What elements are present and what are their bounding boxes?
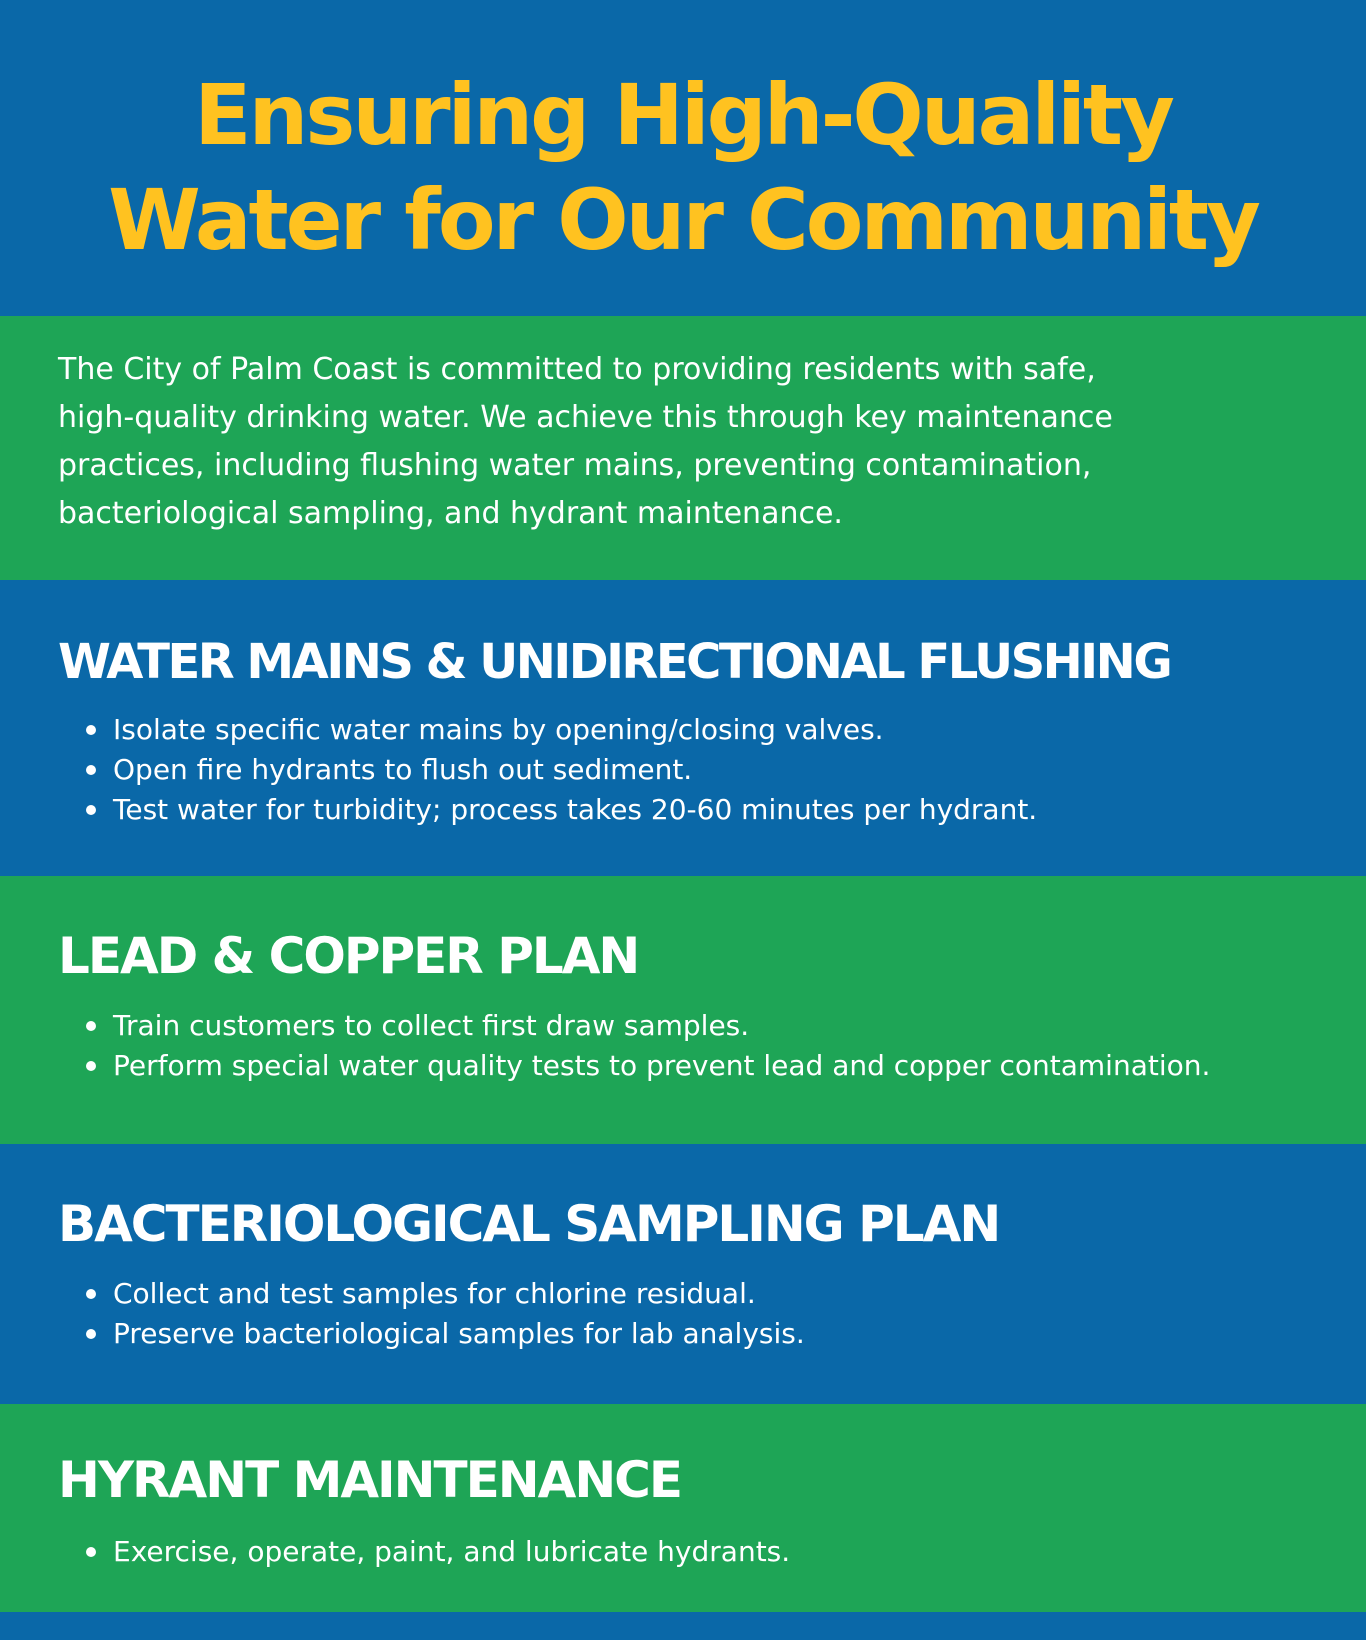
section-heading: LEAD & COPPER PLAN (58, 927, 639, 985)
section-heading: BACTERIOLOGICAL SAMPLING PLAN (58, 1195, 1000, 1253)
intro-line: The City of Palm Coast is committed to providing residents with safe, (58, 352, 1096, 387)
intro-line: high-quality drinking water. We achieve this through key maintenance (58, 400, 1113, 435)
intro-line: practices, including flushing water mains, preventing contamination, (58, 448, 1092, 483)
bullet-list (58, 1006, 1210, 1086)
intro-paragraph (58, 346, 1308, 538)
list-item: Train customers to collect first draw samples. (58, 1006, 1210, 1046)
list-item: Perform special water quality tests to prevent lead and copper contamination. (58, 1046, 1210, 1086)
section-hydrant-maintenance (0, 1404, 1366, 1612)
page-title-line-2: Water for Our Community (108, 171, 1258, 269)
bullet-dot-icon (86, 1547, 96, 1557)
bullet-list (58, 710, 1037, 830)
list-item: Collect and test samples for chlorine residual. (58, 1274, 805, 1314)
intro-line: bacteriological sampling, and hydrant maintenance. (58, 496, 843, 531)
list-item: Exercise, operate, paint, and lubricate hydrants. (58, 1532, 790, 1572)
section-water-mains (0, 580, 1366, 876)
bullet-dot-icon (86, 765, 96, 775)
list-item: Preserve bacteriological samples for lab analysis. (58, 1314, 805, 1354)
list-item: Open fire hydrants to flush out sediment. (58, 750, 1037, 790)
section-lead-copper (0, 876, 1366, 1144)
bullet-list (58, 1532, 790, 1572)
intro-section (0, 316, 1366, 580)
bullet-dot-icon (86, 1061, 96, 1071)
section-heading: WATER MAINS & UNIDIRECTIONAL FLUSHING (58, 634, 1171, 690)
list-item: Isolate specific water mains by opening/closing valves. (58, 710, 1037, 750)
bullet-dot-icon (86, 1329, 96, 1339)
section-bacteriological (0, 1144, 1366, 1404)
list-item: Test water for turbidity; process takes 20-60 minutes per hydrant. (58, 790, 1037, 830)
section-heading: HYRANT MAINTENANCE (58, 1451, 682, 1509)
page-title-line-1: Ensuring High-Quality (194, 66, 1172, 164)
page-header (0, 0, 1366, 316)
bullet-dot-icon (86, 1021, 96, 1031)
bullet-dot-icon (86, 725, 96, 735)
bullet-dot-icon (86, 805, 96, 815)
bullet-dot-icon (86, 1289, 96, 1299)
bullet-list (58, 1274, 805, 1354)
